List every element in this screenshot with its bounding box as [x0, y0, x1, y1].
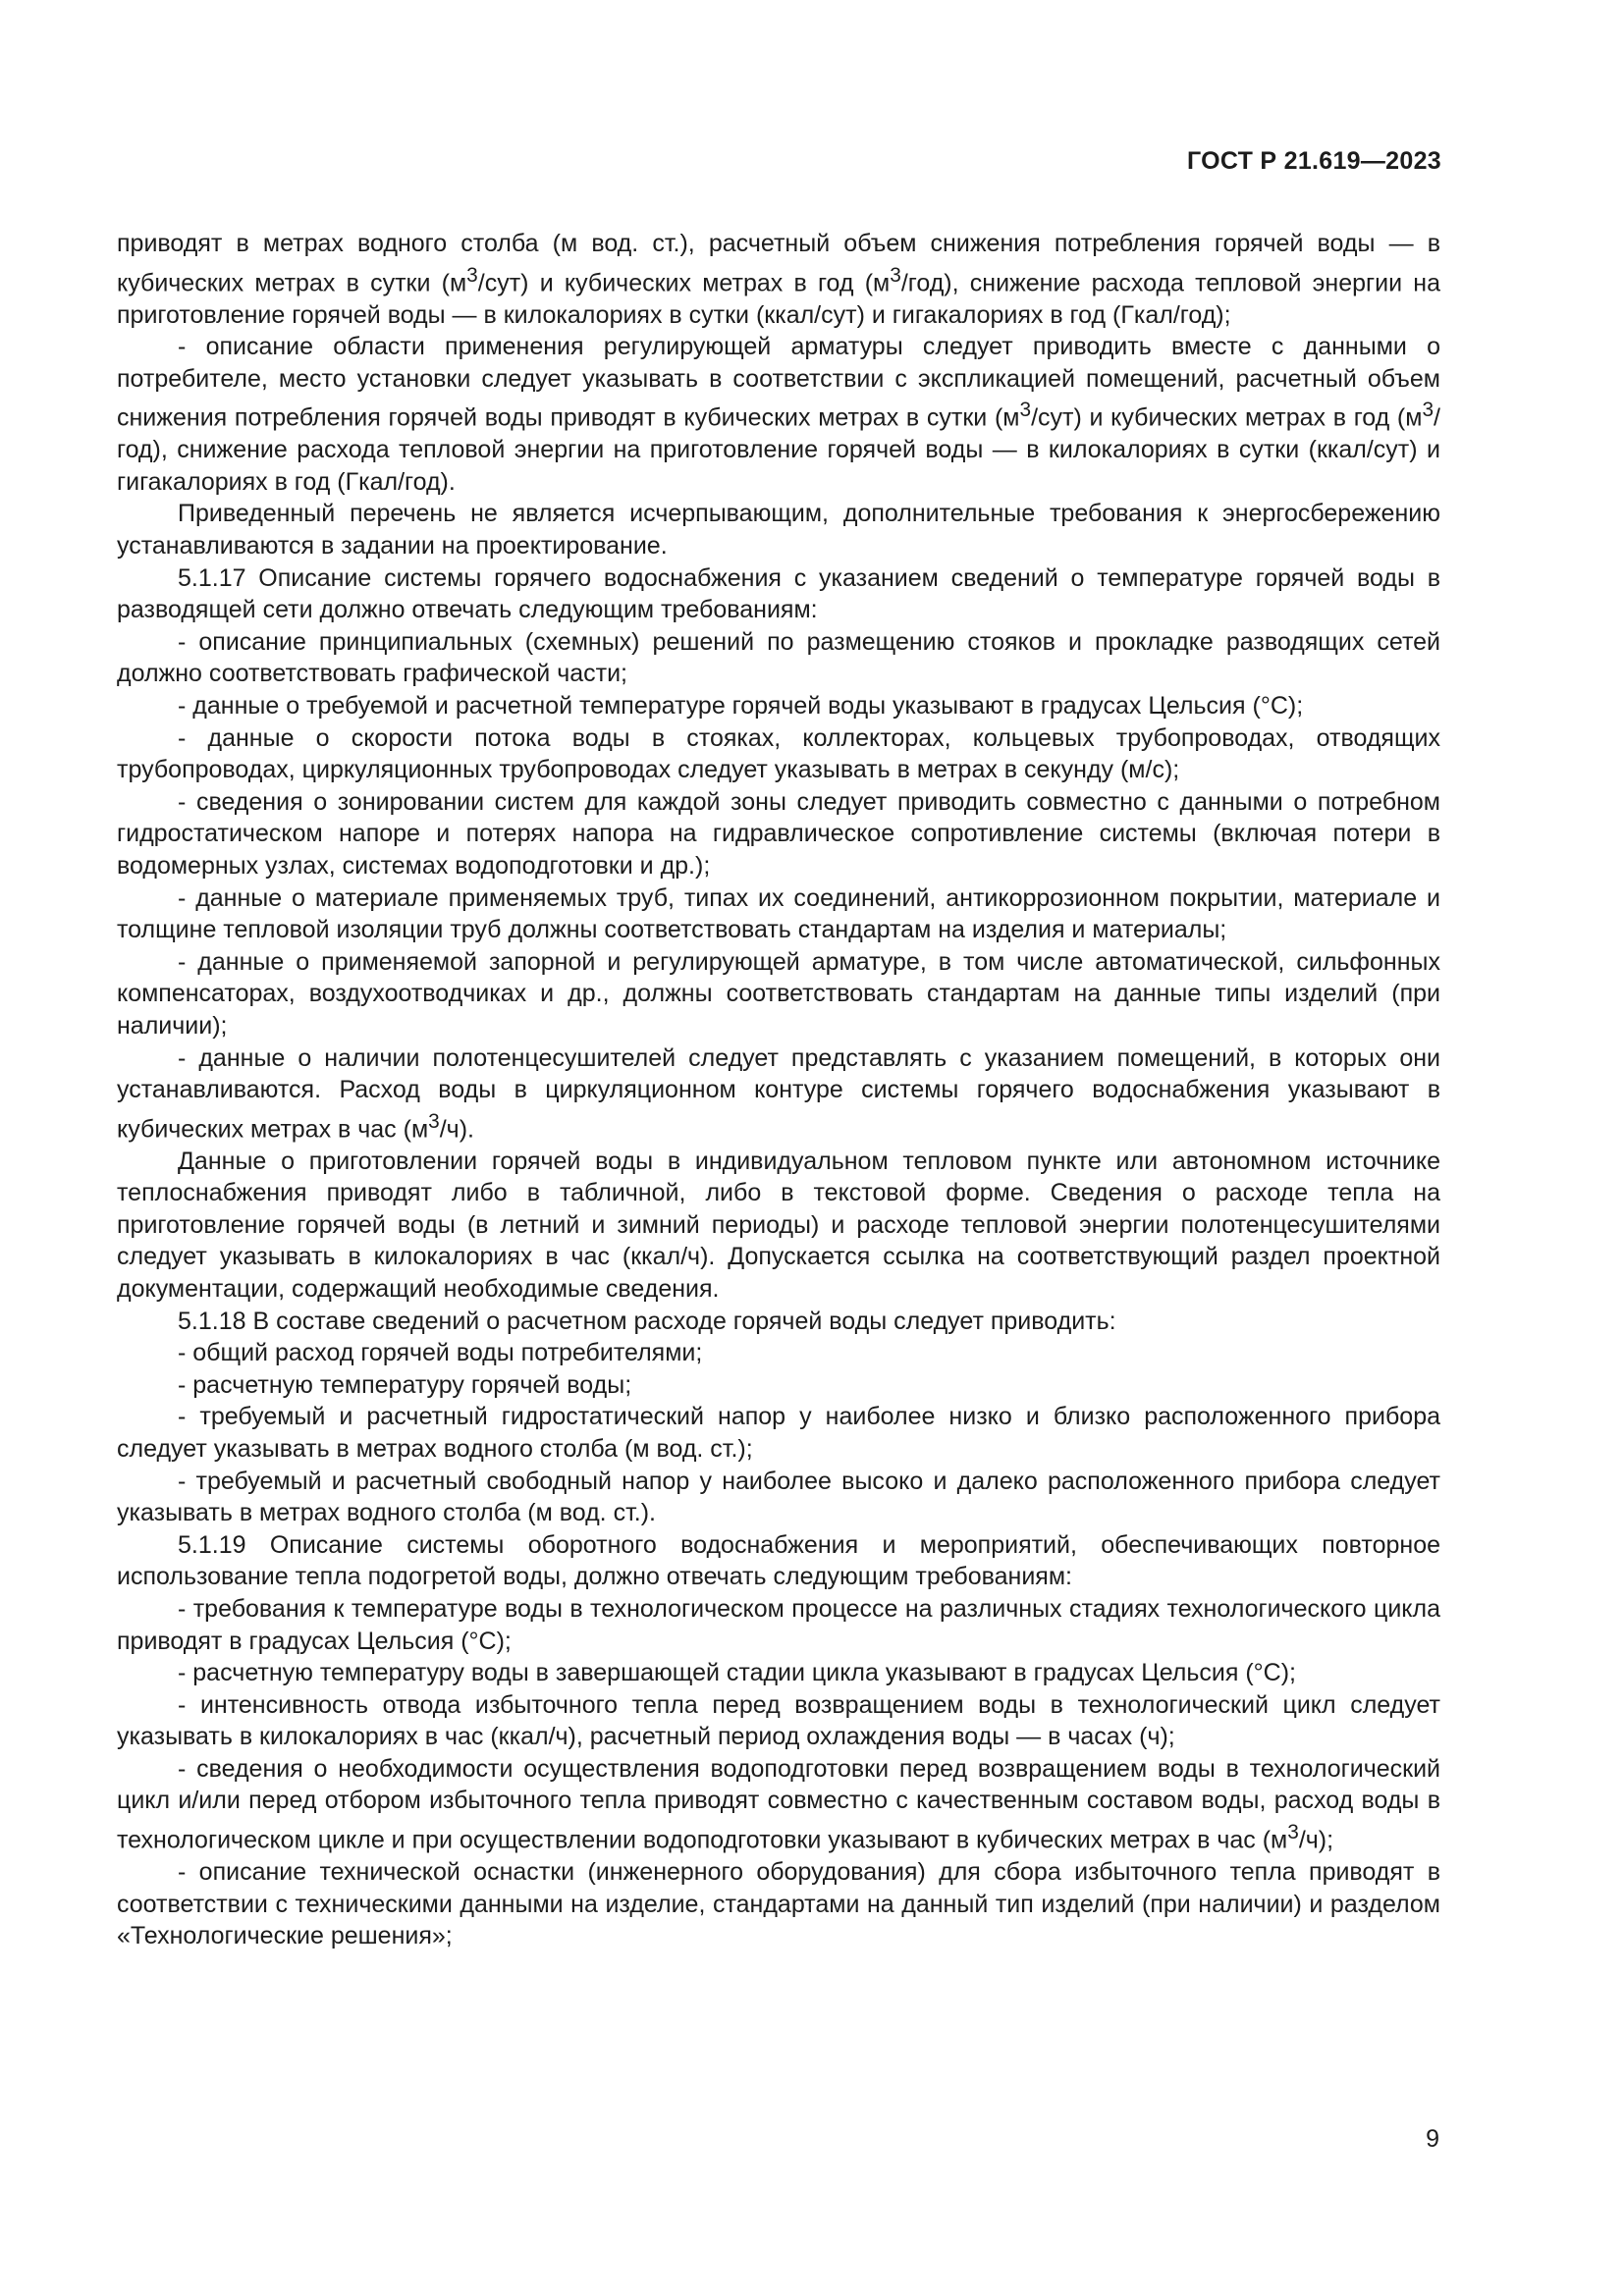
body-paragraph: - данные о материале применяемых труб, типах их соединений, антикоррозионном покрытии, материале и толщине тепловой изоляции труб должны соответствовать стандартам на изделия и материалы; — [117, 883, 1440, 944]
superscript: 3 — [1019, 399, 1032, 422]
body-paragraph: - данные о наличии полотенцесушителей следует представлять с указанием помещений, в которых они устанавливаются. Расход воды в циркуляционном контуре системы горячего водоснабжения указывают в кубических метрах в час $(м^3/ч)$. — [117, 1043, 1440, 1144]
body-paragraph: приводят в метрах водного столба (м вод. ст.), расчетный объем снижения потребления горячей воды — в кубических метрах в сутки $(м^3/сут)$ и кубических метрах в год $(м^3/год)$, снижение расхода тепловой энергии на приготовление горячей воды — в килокалориях в сутки (ккал/сут) и гигакалориях в год (Гкал/год); — [117, 230, 1440, 329]
superscript: 3 — [1287, 1821, 1299, 1844]
body-paragraph: - данные о скорости потока воды в стояках, коллекторах, кольцевых трубопроводах, отводящих трубопроводах, циркуляционных трубопроводах следует указывать в метрах в секунду (м/с); — [117, 723, 1440, 784]
document-code-header: ГОСТ Р 21.619—2023 — [1186, 147, 1441, 175]
body-paragraph: - требования к температуре воды в технологическом процессе на различных стадиях технологического цикла приводят в градусах Цельсия (°С); — [117, 1594, 1440, 1655]
body-paragraph: - требуемый и расчетный гидростатический напор у наиболее низко и близко расположенного прибора следует указывать в метрах водного столба (м вод. ст.); — [117, 1403, 1440, 1463]
body-paragraph: - сведения о зонировании систем для каждой зоны следует приводить совместно с данными о потребном гидростатическом напоре и потерях напора на гидравлическое сопротивление системы (включая потери в водомерных узлах, системах водоподготовки и др.); — [117, 787, 1440, 880]
body-paragraph: - требуемый и расчетный свободный напор у наиболее высоко и далеко расположенного прибора следует указывать в метрах водного столба (м вод. ст.). — [117, 1467, 1440, 1527]
document-body — [117, 228, 1440, 1952]
body-paragraph: - общий расход горячей воды потребителями; — [178, 1339, 703, 1367]
superscript: 3 — [1422, 399, 1435, 422]
body-paragraph: - данные о требуемой и расчетной температуре горячей воды указывают в градусах Цельсия (°С); — [178, 691, 1304, 720]
body-paragraph: - данные о применяемой запорной и регулирующей арматуре, в том числе автоматической, сильфонных компенсаторах, воздухоотводчиках и др., должны соответствовать стандартам на данные типы изделий (при наличии); — [117, 947, 1440, 1040]
superscript: 3 — [466, 263, 478, 287]
superscript: 3 — [890, 263, 901, 287]
page-number: 9 — [1426, 2125, 1439, 2153]
body-paragraph: - описание принципиальных (схемных) решений по размещению стояков и прокладке разводящих сетей должно соответствовать графической части; — [117, 627, 1440, 688]
body-paragraph: 5.1.17 Описание системы горячего водоснабжения с указанием сведений о температуре горячей воды в разводящей сети должно отвечать следующим требованиям: — [117, 563, 1440, 624]
body-paragraph: Приведенный перечень не является исчерпывающим, дополнительные требования к энергосбережению устанавливаются в задании на проектирование. — [117, 500, 1440, 560]
body-paragraph: - сведения о необходимости осуществления водоподготовки перед возвращением воды в технологический цикл и/или перед отбором избыточного тепла приводят совместно с качественным составом воды, расход воды в технологическом цикле и при осуществлении водоподготовки указывают в кубических метрах в час $(м^3/ч)$; — [117, 1754, 1440, 1854]
body-paragraph: - описание области применения регулирующей арматуры следует приводить вместе с данными о потребителе, место установки следует указывать в соответствии с экспликацией помещений, расчетный объем снижения потребления горячей воды приводят в кубических метрах в сутки $(м^3/сут)$ и кубических метрах в год $(м^3/год)$, снижение расхода тепловой энергии на приготовление горячей воды — в килокалориях в сутки (ккал/сут) и гигакалориях в год (Гкал/год). — [117, 333, 1440, 496]
superscript: 3 — [428, 1109, 440, 1133]
body-paragraph: 5.1.19 Описание системы оборотного водоснабжения и мероприятий, обеспечивающих повторное использование тепла подогретой воды, должно отвечать следующим требованиям: — [117, 1530, 1440, 1591]
body-paragraph: - расчетную температуру воды в завершающей стадии цикла указывают в градусах Цельсия (°С); — [178, 1659, 1297, 1687]
body-paragraph: 5.1.18 В составе сведений о расчетном расходе горячей воды следует приводить: — [178, 1307, 1116, 1335]
body-paragraph: - расчетную температуру горячей воды; — [178, 1370, 632, 1399]
body-paragraph: - интенсивность отвода избыточного тепла перед возвращением воды в технологический цикл следует указывать в килокалориях в час (ккал/ч), расчетный период охлаждения воды — в часах (ч); — [117, 1690, 1440, 1751]
body-paragraph: Данные о приготовлении горячей воды в индивидуальном тепловом пункте или автономном источнике теплоснабжения приводят либо в табличной, либо в текстовой форме. Сведения о расходе тепла на приготовление горячей воды (в летний и зимний периоды) и расходе тепловой энергии полотенцесушителями следует указывать в килокалориях в час (ккал/ч). Допускается ссылка на соответствующий раздел проектной документации, содержащий необходимые сведения. — [117, 1147, 1440, 1303]
body-paragraph: - описание технической оснастки (инженерного оборудования) для сбора избыточного тепла приводят в соответствии с техническими данными на изделие, стандартами на данный тип изделий (при наличии) и разделом «Технологические решения»; — [117, 1858, 1440, 1950]
